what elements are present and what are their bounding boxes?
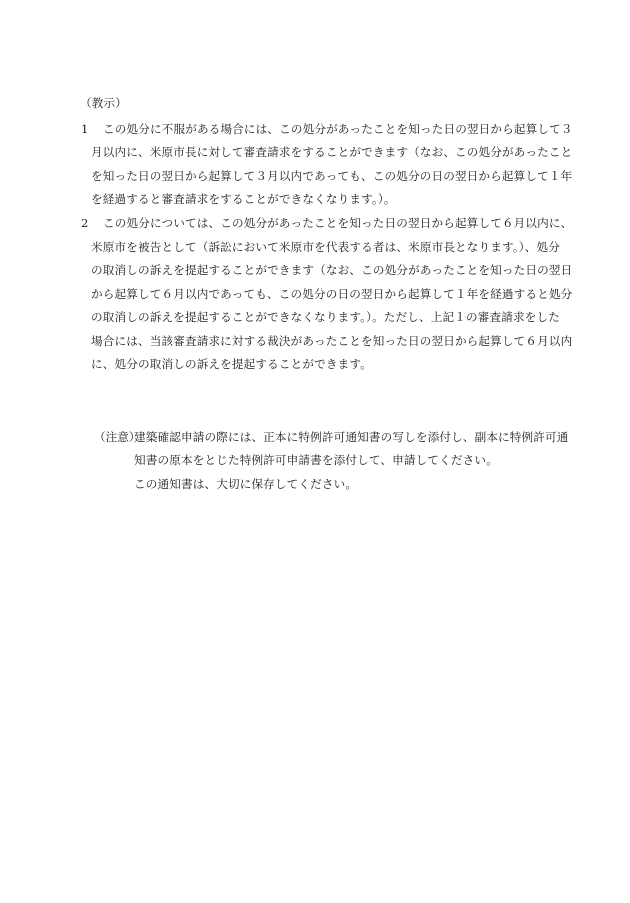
item-line: の取消しの訴えを提起することができなくなります。）。ただし、上記１の審査請求をした — [91, 310, 560, 324]
item-line: から起算して６月以内であっても、この処分の日の翌日から起算して１年を経過すると処分 — [91, 287, 573, 301]
item-line: この処分については、この処分があったことを知った日の翌日から起算して６月以内に、 — [103, 216, 573, 230]
item-line: この処分に不服がある場合には、この処分があったことを知った日の翌日から起算して３ — [103, 122, 573, 136]
item-line: の取消しの訴えを提起することができます（なお、この処分があったことを知った日の翌日 — [91, 263, 573, 277]
item-line: 月以内に、米原市長に対して審査請求をすることができます（なお、この処分があったこと — [91, 145, 573, 159]
item-number: 2 — [81, 216, 89, 230]
note-line: 知書の原本をとじた特例許可申請書を添付して、申請してください。 — [134, 453, 498, 467]
item-line: を経過すると審査請求をすることができなくなります。）。 — [91, 192, 396, 206]
item-number: 1 — [81, 122, 89, 136]
item-line: 場合には、当該審査請求に対する裁決があったことを知った日の翌日から起算して６月以内 — [91, 334, 573, 348]
note-label: （注意） — [94, 430, 141, 444]
note-line: この通知書は、大切に保存してください。 — [134, 477, 358, 491]
note-line: 建築確認申請の際には、正本に特例許可通知書の写しを添付し、副本に特例許可通 — [134, 430, 569, 444]
item-line: に、処分の取消しの訴えを提起することができます。 — [91, 357, 372, 371]
item-line: を知った日の翌日から起算して３月以内であっても、この処分の日の翌日から起算して１年 — [91, 169, 573, 183]
item-line: 米原市を被告として（訴訟において米原市を代表する者は、米原市長となります。）、処分 — [91, 240, 560, 254]
section-heading: （教示） — [80, 96, 127, 110]
